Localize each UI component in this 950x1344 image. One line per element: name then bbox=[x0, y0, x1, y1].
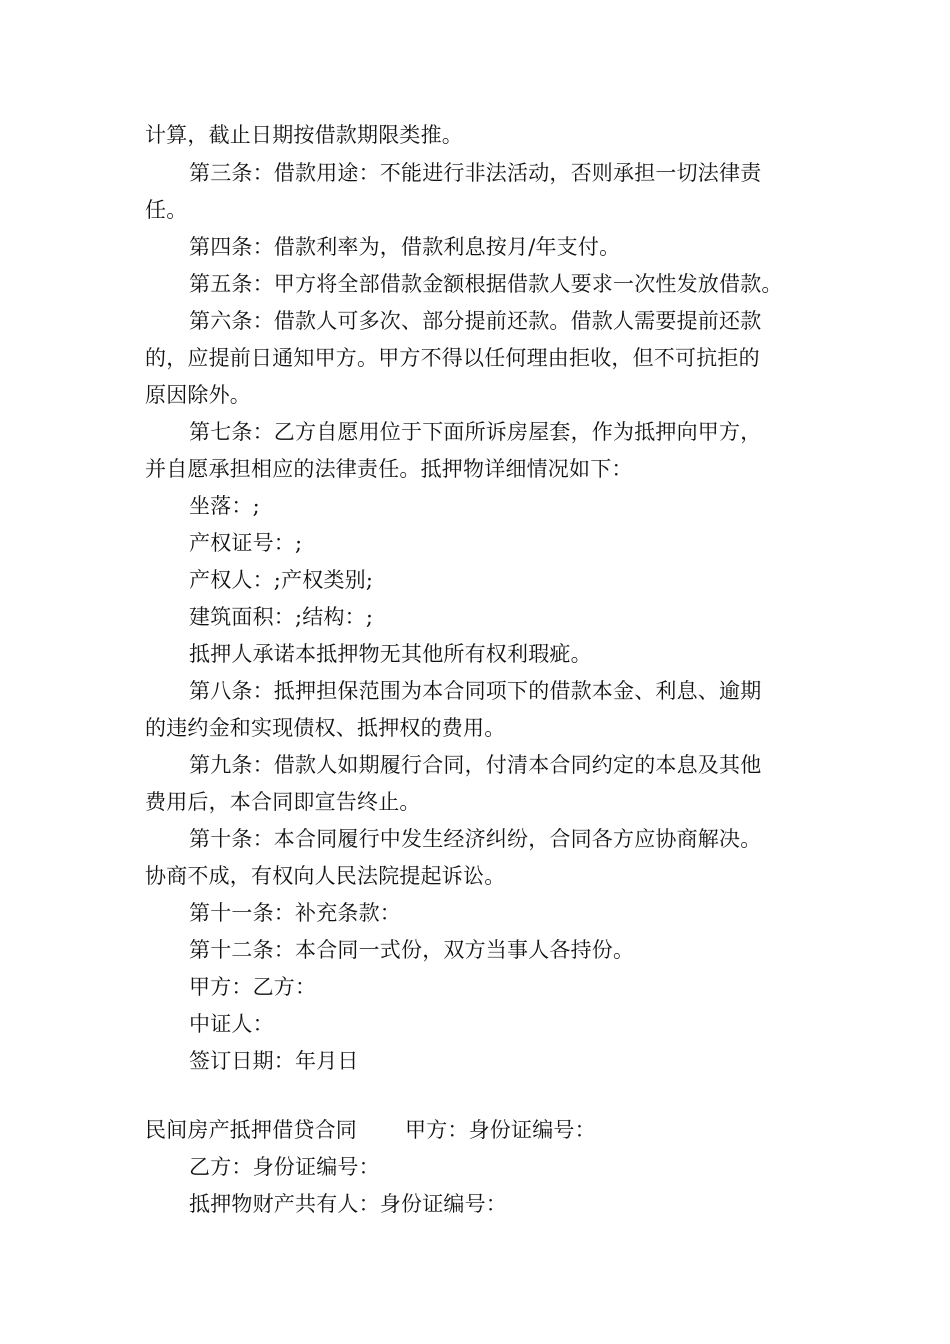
paragraph-line: 并自愿承担相应的法律责任。抵押物详细情况如下： bbox=[145, 457, 633, 481]
article-12-line: 第十二条：本合同一式份，双方当事人各持份。 bbox=[189, 938, 635, 962]
paragraph-line: 的，应提前日通知甲方。甲方不得以任何理由拒收，但不可抗拒的 bbox=[145, 346, 760, 370]
witness-line: 中证人： bbox=[189, 1012, 274, 1036]
paragraph-line: 费用后，本合同即宣告终止。 bbox=[145, 790, 421, 814]
paragraph-line: 任。 bbox=[145, 198, 188, 222]
second-contract-title: 民间房产抵押借贷合同 bbox=[145, 1118, 357, 1142]
party-b-id-line: 乙方：身份证编号： bbox=[189, 1155, 380, 1179]
second-contract-header bbox=[145, 1112, 825, 1148]
owner-line: 产权人：;产权类别; bbox=[189, 568, 374, 592]
article-5-line: 第五条：甲方将全部借款金额根据借款人要求一次性发放借款。 bbox=[189, 272, 783, 296]
article-9-line: 第九条：借款人如期履行合同，付清本合同约定的本息及其他 bbox=[189, 753, 762, 777]
article-11-line: 第十一条：补充条款： bbox=[189, 901, 401, 925]
signing-date-line: 签订日期：年月日 bbox=[189, 1049, 359, 1073]
co-owner-id-line: 抵押物财产共有人：身份证编号： bbox=[189, 1192, 507, 1216]
paragraph-line: 的违约金和实现债权、抵押权的费用。 bbox=[145, 716, 506, 740]
signature-parties-line: 甲方：乙方： bbox=[189, 975, 317, 999]
article-4-line: 第四条：借款利率为，借款利息按月/年支付。 bbox=[189, 235, 621, 259]
article-7-line: 第七条：乙方自愿用位于下面所诉房屋套，作为抵押向甲方， bbox=[189, 420, 762, 444]
area-line: 建筑面积：;结构：; bbox=[189, 605, 374, 629]
article-3-line: 第三条：借款用途：不能进行非法活动，否则承担一切法律责 bbox=[189, 161, 762, 185]
party-a-id-label: 甲方：身份证编号： bbox=[405, 1118, 596, 1142]
article-6-line: 第六条：借款人可多次、部分提前还款。借款人需要提前还款 bbox=[189, 309, 762, 333]
article-8-line: 第八条：抵押担保范围为本合同项下的借款本金、利息、逾期 bbox=[189, 679, 762, 703]
pledge-line: 抵押人承诺本抵押物无其他所有权利瑕疵。 bbox=[189, 642, 592, 666]
paragraph-line: 协商不成，有权向人民法院提起诉讼。 bbox=[145, 864, 506, 888]
property-cert-line: 产权证号：; bbox=[189, 531, 303, 555]
article-10-line: 第十条：本合同履行中发生经济纠纷，合同各方应协商解决。 bbox=[189, 827, 762, 851]
paragraph-line: 计算，截止日期按借款期限类推。 bbox=[145, 123, 463, 147]
paragraph-line: 原因除外。 bbox=[145, 383, 251, 407]
location-line: 坐落：; bbox=[189, 494, 260, 518]
